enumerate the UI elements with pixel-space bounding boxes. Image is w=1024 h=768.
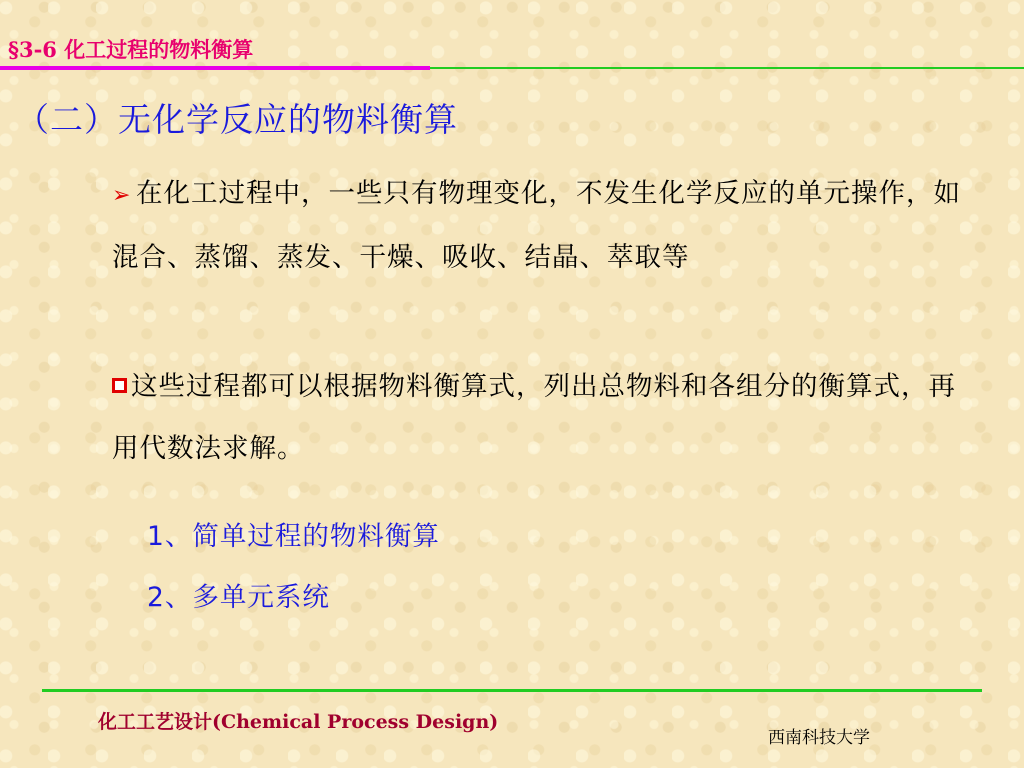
footer-university: 西南科技大学: [768, 728, 870, 748]
slide-title: （二）无化学反应的物料衡算: [16, 100, 458, 139]
footer-course-title: 化工工艺设计(Chemical Process Design): [98, 711, 499, 733]
section-label: §3-6 化工过程的物料衡算: [8, 37, 254, 62]
sub-item-simple-process: 1、简单过程的物料衡算: [147, 521, 440, 552]
square-bullet-icon: [112, 378, 127, 393]
paragraph-text: 在化工过程中，一些只有物理变化，不发生化学反应的单元操作，如混合、蒸馏、蒸发、干燥、吸收、结晶、萃取等: [112, 178, 961, 273]
paragraph-physical-operations: [112, 163, 982, 289]
paragraph-balance-equations: [112, 356, 982, 480]
sub-item-multi-unit: 2、多单元系统: [147, 582, 330, 613]
arrow-bullet-icon: ➢: [112, 183, 132, 208]
header-divider-green: [430, 67, 1024, 69]
paragraph-text: 这些过程都可以根据物料衡算式，列出总物料和各组分的衡算式，再用代数法求解。: [112, 371, 956, 464]
header-divider-magenta: [0, 66, 430, 70]
footer-divider: [42, 689, 982, 692]
